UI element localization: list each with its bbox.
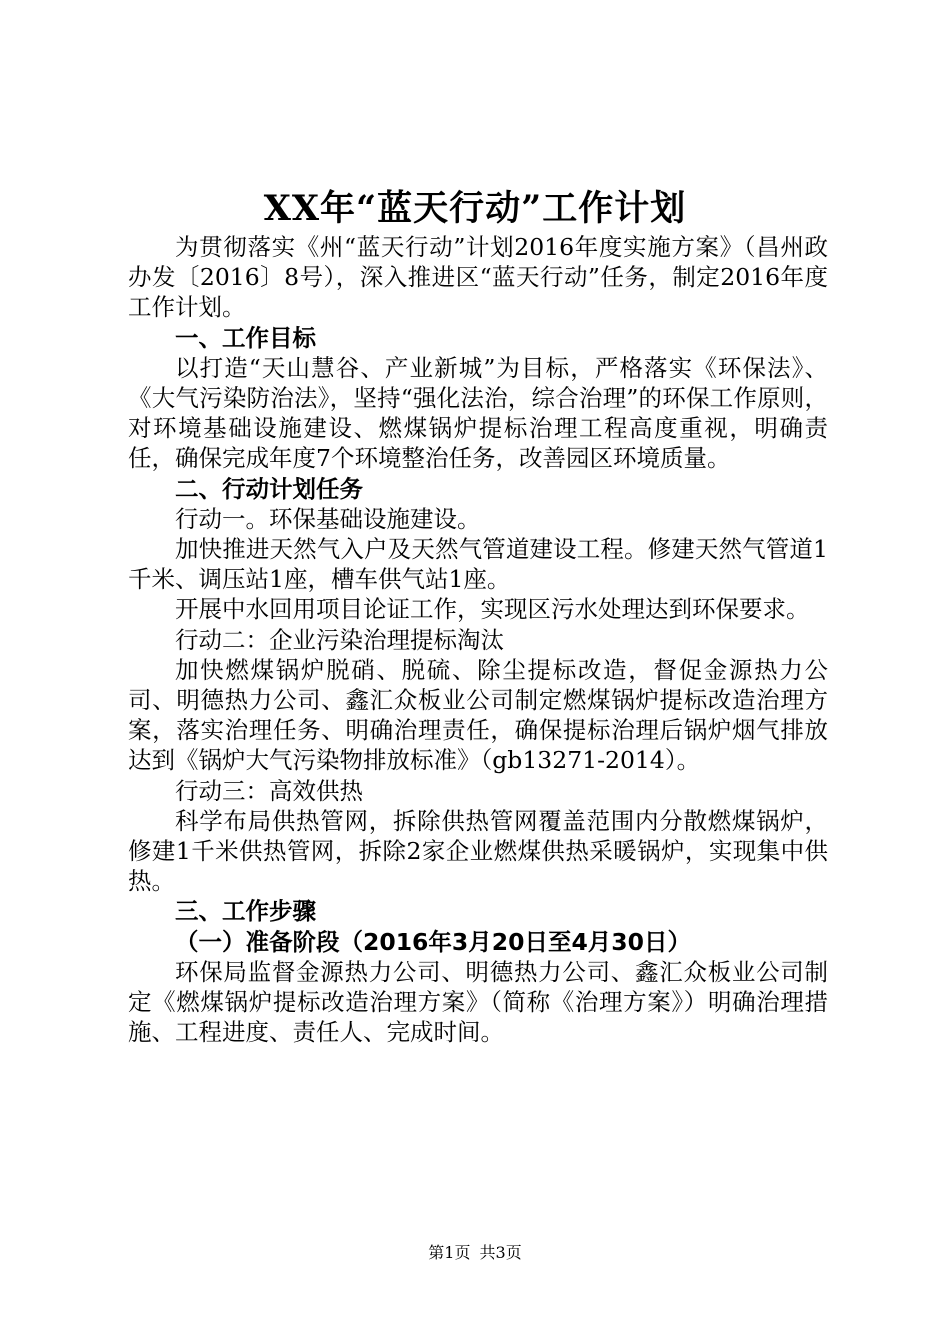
page-footer bbox=[0, 1243, 950, 1263]
document-title: XX年“蓝天行动”工作计划 bbox=[263, 188, 687, 229]
intro-paragraph: 为贯彻落实《州“蓝天行动”计划2016年度实施方案》（昌州政办发〔2016〕8号），深入推进区“蓝天行动”任务，制定2016年度工作计划。 bbox=[128, 233, 828, 322]
document-body bbox=[128, 232, 828, 1047]
action3-title: 行动三：高效供热 bbox=[175, 776, 363, 805]
stage1-heading: （一）准备阶段（2016年3月20日至4月30日） bbox=[175, 927, 692, 956]
section-heading-tasks: 二、行动计划任务 bbox=[175, 474, 363, 503]
section-heading-steps: 三、工作步骤 bbox=[175, 897, 316, 926]
goals-paragraph: 以打造“天山慧谷、产业新城”为目标，严格落实《环保法》、《大气污染防治法》，坚持“强化法治，综合治理”的环保工作原则，对环境基础设施建设、燃煤锅炉提标治理工程高度重视，明确责任，确保完成年度7个环境整治任务，改善园区环境质量。 bbox=[128, 353, 828, 473]
action1-paragraph-2: 开展中水回用项目论证工作，实现区污水处理达到环保要求。 bbox=[175, 595, 810, 624]
stage1-paragraph-1: 环保局监督金源热力公司、明德热力公司、鑫汇众板业公司制定《燃煤锅炉提标改造治理方案》（简称《治理方案》）明确治理措施、工程进度、责任人、完成时间。 bbox=[128, 957, 828, 1047]
page-number-current: 第1页 bbox=[428, 1243, 471, 1262]
action1-paragraph-1: 加快推进天然气入户及天然气管道建设工程。修建天然气管道1千米、调压站1座，槽车供气站1座。 bbox=[128, 535, 828, 594]
action1-title: 行动一。环保基础设施建设。 bbox=[175, 504, 481, 533]
action3-paragraph-1: 科学布局供热管网，拆除供热管网覆盖范围内分散燃煤锅炉，修建1千米供热管网，拆除2家企业燃煤供热采暖锅炉，实现集中供热。 bbox=[128, 806, 828, 896]
action2-paragraph-1: 加快燃煤锅炉脱硝、脱硫、除尘提标改造，督促金源热力公司、明德热力公司、鑫汇众板业公司制定燃煤锅炉提标改造治理方案，落实治理任务、明确治理责任，确保提标治理后锅炉烟气排放达到《锅炉大气污染物排放标准》（gb13271-2014）。 bbox=[128, 655, 828, 775]
action2-title: 行动二：企业污染治理提标淘汰 bbox=[175, 625, 504, 654]
page-number-total: 共3页 bbox=[479, 1243, 522, 1262]
section-heading-goals: 一、工作目标 bbox=[175, 323, 316, 352]
